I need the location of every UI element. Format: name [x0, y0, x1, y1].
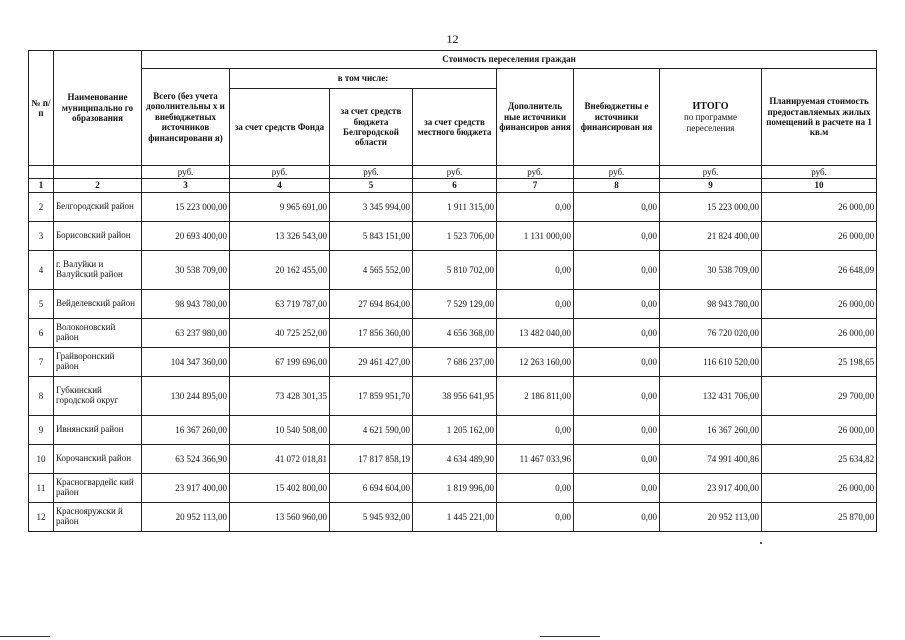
col-group-including: в том числе:	[230, 69, 497, 89]
local-budget-value: 1 911 315,00	[413, 192, 497, 221]
row-number: 4	[29, 250, 54, 289]
scan-speck	[760, 542, 762, 544]
itogo-value: 76 720 020,00	[660, 318, 762, 347]
unit-label: руб.	[330, 166, 413, 179]
column-number: 8	[574, 179, 660, 192]
column-number: 9	[660, 179, 762, 192]
row-number: 6	[29, 318, 54, 347]
column-number: 6	[413, 179, 497, 192]
unit-label: руб.	[413, 166, 497, 179]
planned-cost-value: 25 870,00	[762, 502, 877, 531]
table-row	[29, 221, 877, 250]
regional-budget-value: 27 694 864,00	[330, 289, 413, 318]
additional-sources-value: 13 482 040,00	[497, 318, 574, 347]
fund-value: 20 162 455,00	[230, 250, 330, 289]
column-number: 3	[142, 179, 230, 192]
extrabudgetary-value: 0,00	[574, 347, 660, 376]
total-value: 16 367 260,00	[142, 415, 230, 444]
total-value: 23 917 400,00	[142, 473, 230, 502]
local-budget-value: 38 956 641,95	[413, 376, 497, 415]
planned-cost-value: 26 000,00	[762, 221, 877, 250]
column-number: 4	[230, 179, 330, 192]
scan-edge-line	[0, 636, 50, 637]
unit-label: руб.	[574, 166, 660, 179]
planned-cost-value: 26 648,09	[762, 250, 877, 289]
local-budget-value: 1 445 221,00	[413, 502, 497, 531]
additional-sources-value: 0,00	[497, 250, 574, 289]
additional-sources-value: 0,00	[497, 289, 574, 318]
extrabudgetary-value: 0,00	[574, 502, 660, 531]
col-header-municipality: Наименование муниципально го образования	[54, 51, 142, 166]
col-header-additional-sources: Дополнитель ные источники финансиров ания	[497, 69, 574, 166]
total-value: 130 244 895,00	[142, 376, 230, 415]
local-budget-value: 4 656 368,00	[413, 318, 497, 347]
col-header-number: № п/п	[29, 51, 54, 166]
local-budget-value: 4 634 489,90	[413, 444, 497, 473]
regional-budget-value: 3 345 994,00	[330, 192, 413, 221]
extrabudgetary-value: 0,00	[574, 250, 660, 289]
municipality-name: Борисовский район	[54, 221, 142, 250]
table-row	[29, 502, 877, 531]
itogo-title: ИТОГО	[692, 100, 729, 112]
column-number: 10	[762, 179, 877, 192]
municipality-name: Краснояружски й район	[54, 502, 142, 531]
total-value: 63 237 980,00	[142, 318, 230, 347]
fund-value: 40 725 252,00	[230, 318, 330, 347]
column-number: 2	[54, 179, 142, 192]
planned-cost-value: 25 198,65	[762, 347, 877, 376]
extrabudgetary-value: 0,00	[574, 289, 660, 318]
fund-value: 67 199 696,00	[230, 347, 330, 376]
planned-cost-value: 26 000,00	[762, 473, 877, 502]
additional-sources-value: 12 263 160,00	[497, 347, 574, 376]
column-number: 1	[29, 179, 54, 192]
additional-sources-value: 0,00	[497, 502, 574, 531]
fund-value: 9 965 691,00	[230, 192, 330, 221]
fund-value: 63 719 787,00	[230, 289, 330, 318]
additional-sources-value: 0,00	[497, 473, 574, 502]
regional-budget-value: 6 694 604,00	[330, 473, 413, 502]
planned-cost-value: 26 000,00	[762, 289, 877, 318]
col-header-regional-budget: за счет средств бюджета Белгородской области	[330, 89, 413, 166]
extrabudgetary-value: 0,00	[574, 376, 660, 415]
additional-sources-value: 1 131 000,00	[497, 221, 574, 250]
planned-cost-value: 26 000,00	[762, 192, 877, 221]
col-header-extrabudgetary: Внебюджетны е источники финансирован ия	[574, 69, 660, 166]
regional-budget-value: 29 461 427,00	[330, 347, 413, 376]
regional-budget-value: 17 856 360,00	[330, 318, 413, 347]
unit-label: руб.	[762, 166, 877, 179]
col-group-resettlement-cost: Стоимость переселения граждан	[142, 51, 877, 69]
additional-sources-value: 2 186 811,00	[497, 376, 574, 415]
unit-label: руб.	[497, 166, 574, 179]
itogo-value: 15 223 000,00	[660, 192, 762, 221]
regional-budget-value: 4 565 552,00	[330, 250, 413, 289]
itogo-value: 116 610 520,00	[660, 347, 762, 376]
itogo-value: 21 824 400,00	[660, 221, 762, 250]
table-row	[29, 289, 877, 318]
unit-label: руб.	[660, 166, 762, 179]
row-number: 10	[29, 444, 54, 473]
table-row	[29, 192, 877, 221]
local-budget-value: 1 523 706,00	[413, 221, 497, 250]
row-number: 3	[29, 221, 54, 250]
column-number: 7	[497, 179, 574, 192]
extrabudgetary-value: 0,00	[574, 318, 660, 347]
col-header-itogo	[660, 69, 762, 166]
regional-budget-value: 17 817 858,19	[330, 444, 413, 473]
table-row	[29, 415, 877, 444]
fund-value: 13 560 960,00	[230, 502, 330, 531]
resettlement-cost-table	[28, 50, 877, 532]
row-number: 12	[29, 502, 54, 531]
local-budget-value: 7 529 129,00	[413, 289, 497, 318]
column-number: 5	[330, 179, 413, 192]
unit-cell-blank	[54, 166, 142, 179]
fund-value: 13 326 543,00	[230, 221, 330, 250]
fund-value: 41 072 018,81	[230, 444, 330, 473]
unit-label: руб.	[230, 166, 330, 179]
municipality-name: Белгородский район	[54, 192, 142, 221]
col-header-total: Всего (без учета дополнительны х и внебюджетных источников финансировани я)	[142, 69, 230, 166]
itogo-value: 16 367 260,00	[660, 415, 762, 444]
extrabudgetary-value: 0,00	[574, 473, 660, 502]
row-number: 11	[29, 473, 54, 502]
itogo-value: 98 943 780,00	[660, 289, 762, 318]
row-number: 9	[29, 415, 54, 444]
total-value: 98 943 780,00	[142, 289, 230, 318]
table-row	[29, 376, 877, 415]
municipality-name: Красногвардейс кий район	[54, 473, 142, 502]
col-header-fund: за счет средств Фонда	[230, 89, 330, 166]
planned-cost-value: 25 634,82	[762, 444, 877, 473]
regional-budget-value: 5 843 151,00	[330, 221, 413, 250]
regional-budget-value: 4 621 590,00	[330, 415, 413, 444]
local-budget-value: 1 205 162,00	[413, 415, 497, 444]
total-value: 63 524 366,90	[142, 444, 230, 473]
row-number: 5	[29, 289, 54, 318]
total-value: 30 538 709,00	[142, 250, 230, 289]
extrabudgetary-value: 0,00	[574, 192, 660, 221]
additional-sources-value: 11 467 033,96	[497, 444, 574, 473]
unit-cell-blank	[29, 166, 54, 179]
municipality-name: Грайворонский район	[54, 347, 142, 376]
page-number: 12	[446, 32, 459, 46]
planned-cost-value: 26 000,00	[762, 415, 877, 444]
col-header-planned-cost: Планируемая стоимость предоставляемых жилых помещений в расчете на 1 кв.м	[762, 69, 877, 166]
row-number: 8	[29, 376, 54, 415]
row-number: 2	[29, 192, 54, 221]
fund-value: 10 540 508,00	[230, 415, 330, 444]
municipality-name: Вейделевский район	[54, 289, 142, 318]
municipality-name: Губкинский городской округ	[54, 376, 142, 415]
local-budget-value: 5 810 702,00	[413, 250, 497, 289]
scan-edge-line	[540, 636, 600, 637]
itogo-value: 30 538 709,00	[660, 250, 762, 289]
additional-sources-value: 0,00	[497, 192, 574, 221]
municipality-name: Волоконовский район	[54, 318, 142, 347]
extrabudgetary-value: 0,00	[574, 221, 660, 250]
regional-budget-value: 5 945 932,00	[330, 502, 413, 531]
planned-cost-value: 26 000,00	[762, 318, 877, 347]
extrabudgetary-value: 0,00	[574, 444, 660, 473]
table-row	[29, 250, 877, 289]
total-value: 20 952 113,00	[142, 502, 230, 531]
additional-sources-value: 0,00	[497, 415, 574, 444]
total-value: 15 223 000,00	[142, 192, 230, 221]
municipality-name: Корочанский район	[54, 444, 142, 473]
itogo-value: 23 917 400,00	[660, 473, 762, 502]
itogo-value: 74 991 400,86	[660, 444, 762, 473]
itogo-value: 132 431 706,00	[660, 376, 762, 415]
table-row	[29, 318, 877, 347]
itogo-value: 20 952 113,00	[660, 502, 762, 531]
local-budget-value: 7 686 237,00	[413, 347, 497, 376]
unit-label: руб.	[142, 166, 230, 179]
fund-value: 73 428 301,35	[230, 376, 330, 415]
planned-cost-value: 29 700,00	[762, 376, 877, 415]
table-row	[29, 473, 877, 502]
row-number: 7	[29, 347, 54, 376]
total-value: 104 347 360,00	[142, 347, 230, 376]
municipality-name: г. Валуйки и Валуйский район	[54, 250, 142, 289]
regional-budget-value: 17 859 951,70	[330, 376, 413, 415]
itogo-subtitle: по программе переселения	[684, 112, 737, 133]
extrabudgetary-value: 0,00	[574, 415, 660, 444]
table-row	[29, 347, 877, 376]
municipality-name: Ивнянский район	[54, 415, 142, 444]
total-value: 20 693 400,00	[142, 221, 230, 250]
col-header-local-budget: за счет средств местного бюджета	[413, 89, 497, 166]
table-row	[29, 444, 877, 473]
local-budget-value: 1 819 996,00	[413, 473, 497, 502]
fund-value: 15 402 800,00	[230, 473, 330, 502]
